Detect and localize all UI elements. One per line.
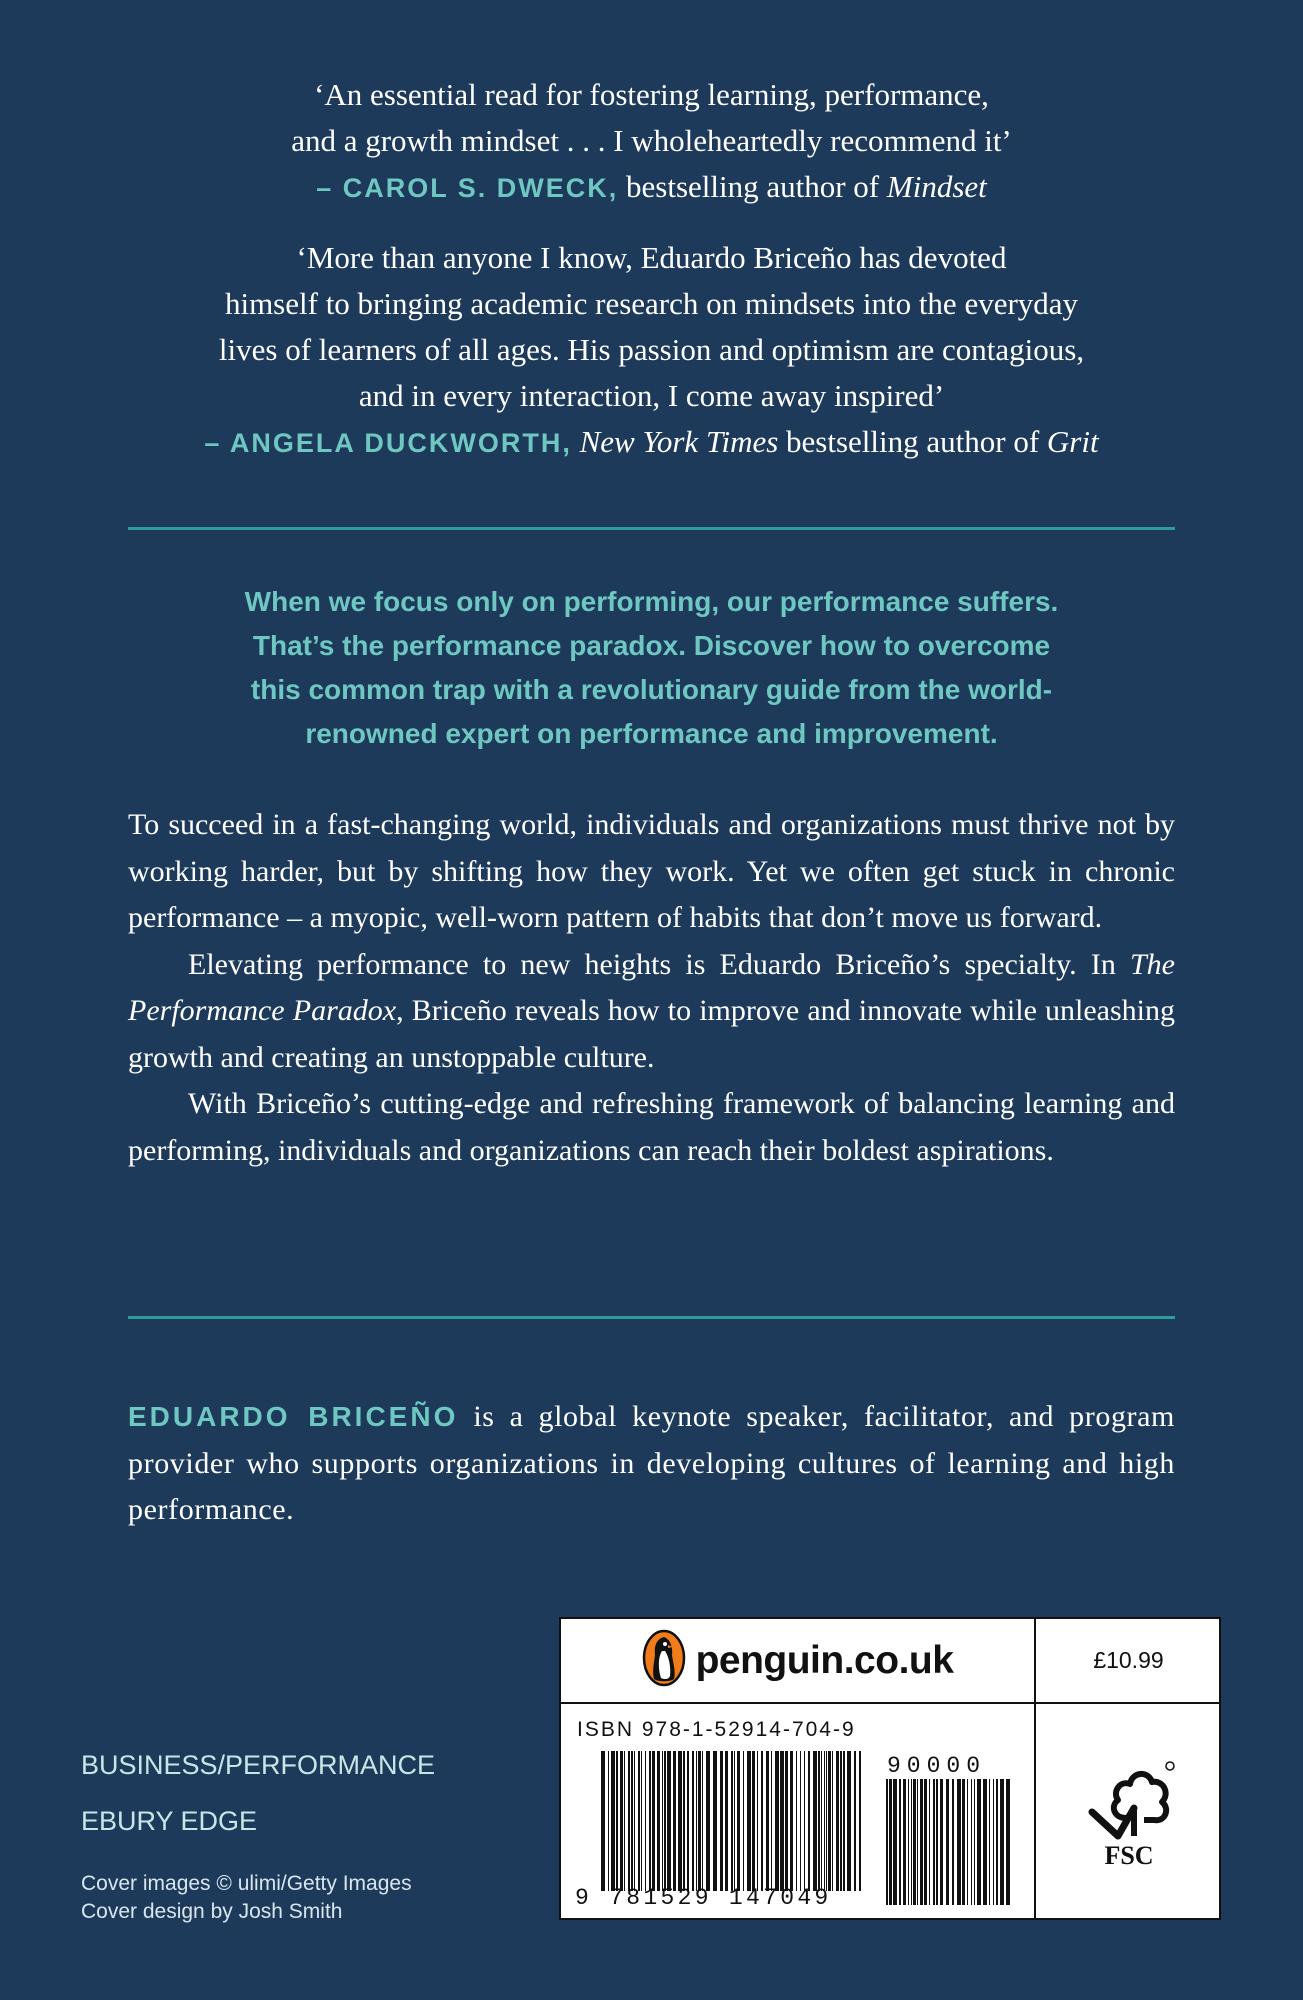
- book-title: The Performance Paradox: [128, 947, 1175, 1027]
- barcode-bar: [1000, 1779, 1004, 1905]
- barcode-bar: [796, 1751, 797, 1891]
- barcode-bar: [771, 1751, 772, 1891]
- barcode-bar: [743, 1751, 744, 1891]
- endorsement-dweck: [128, 72, 1175, 211]
- barcode-bar: [967, 1779, 968, 1905]
- barcode-bar: [725, 1751, 728, 1891]
- barcode-bar: [652, 1751, 655, 1891]
- barcode-bar: [638, 1751, 640, 1891]
- barcode-bar: [737, 1751, 740, 1891]
- barcode-bar: [780, 1751, 784, 1891]
- fsc-label: FSC: [1103, 1841, 1154, 1870]
- barcode-bar: [752, 1751, 755, 1891]
- barcode-bar: [624, 1751, 625, 1891]
- attribution-text: bestselling author of: [778, 424, 1047, 459]
- endorsements: [128, 72, 1175, 466]
- barcode-digits: 9 781529 147049: [575, 1885, 832, 1911]
- barcode-bar: [813, 1751, 817, 1891]
- barcode-bar: [911, 1779, 912, 1905]
- barcode-bar: [649, 1751, 651, 1891]
- barcode-bar: [673, 1751, 676, 1891]
- barcode-bar: [761, 1751, 763, 1891]
- quote-line: and a growth mindset . . . I wholeheartedly recommend it’: [291, 123, 1012, 158]
- barcode-bar: [608, 1751, 609, 1891]
- barcode-bar: [917, 1779, 918, 1905]
- quote-line: himself to bringing academic research on mindsets into the everyday: [224, 286, 1079, 321]
- cover-credits: [81, 1870, 412, 1926]
- barcode-bar: [620, 1751, 623, 1891]
- barcode-bar: [899, 1779, 901, 1905]
- barcode-bar: [840, 1751, 842, 1891]
- barcode-bar: [706, 1751, 710, 1891]
- barcode-bar: [832, 1751, 833, 1891]
- penguin-logo-icon: [642, 1629, 686, 1692]
- barcode-bar: [826, 1751, 827, 1891]
- quote-attribution: [128, 164, 1175, 211]
- quote-line: lives of learners of all ages. His passion and optimism are contagious,: [218, 332, 1085, 367]
- barcode-bar: [1006, 1779, 1010, 1905]
- attribution-name: – CAROL S. DWECK,: [316, 173, 619, 203]
- attribution-text: bestselling author of: [618, 169, 887, 204]
- barcode-panel: [559, 1617, 1221, 1920]
- barcode-bar: [952, 1779, 954, 1905]
- barcode-bar: [824, 1751, 825, 1891]
- isbn-label: ISBN 978-1-52914-704-9: [577, 1718, 856, 1741]
- imprint-label: EBURY EDGE: [81, 1806, 258, 1836]
- barcode-bar: [657, 1751, 660, 1891]
- barcode-bar: [804, 1751, 805, 1891]
- barcode-bar: [720, 1751, 723, 1891]
- blurb: [160, 580, 1143, 756]
- barcode-bar: [924, 1779, 927, 1905]
- barcode-bar: [667, 1751, 671, 1891]
- barcode-bar: [757, 1751, 758, 1891]
- barcode-bar: [977, 1779, 981, 1905]
- endorsement-duckworth: [128, 235, 1175, 466]
- price-label: £10.99: [1093, 1647, 1164, 1673]
- barcode-bar: [687, 1751, 689, 1891]
- addon-digits: 90000: [887, 1753, 987, 1779]
- barcode-bar: [913, 1779, 916, 1905]
- barcode-bar: [859, 1751, 861, 1891]
- quote-line: ‘More than anyone I know, Eduardo Briceño has devoted: [296, 240, 1007, 275]
- author-name: EDUARDO BRICEÑO: [128, 1401, 459, 1432]
- barcode-bar: [974, 1779, 975, 1905]
- quote-attribution: [128, 419, 1175, 466]
- barcode-bar: [631, 1751, 633, 1891]
- attribution-work: Grit: [1046, 424, 1099, 459]
- description-paragraph: [128, 942, 1175, 1082]
- barcode-bar: [818, 1751, 820, 1891]
- barcode-bar: [698, 1751, 701, 1891]
- barcode-bar: [775, 1751, 779, 1891]
- description-paragraph: To succeed in a fast-changing world, individuals and organizations must thrive not by working harder, but by shifting how they work. Yet we often get stuck in chronic performance – a myopic, well-worn pattern of habits that don’t move us forward.: [128, 808, 1175, 934]
- barcode-bar: [983, 1779, 987, 1905]
- barcode-bar: [946, 1779, 949, 1905]
- barcode-bar: [641, 1751, 642, 1891]
- barcode-bar: [893, 1779, 897, 1905]
- attribution-publication: New York Times: [579, 424, 779, 459]
- barcode-bar: [903, 1779, 906, 1905]
- blurb-line: That’s the performance paradox. Discover how to overcome: [252, 630, 1051, 661]
- paragraph-text: , Briceño reveals how to improve and innovate while unleashing growth and creating an unstoppable culture.: [128, 994, 1176, 1074]
- barcode-bar: [854, 1751, 856, 1891]
- barcode-bar: [645, 1751, 646, 1891]
- barcode-bar: [616, 1751, 618, 1891]
- barcode-bar: [601, 1751, 605, 1891]
- barcode-bar: [790, 1751, 793, 1891]
- fsc-tree-icon: [1074, 1752, 1184, 1872]
- barcode-bar: [785, 1751, 788, 1891]
- barcode-bars: [601, 1751, 863, 1891]
- barcode-bar: [664, 1751, 666, 1891]
- barcode-bar: [962, 1779, 965, 1905]
- barcode-bar: [696, 1751, 697, 1891]
- barcode-bar: [996, 1779, 998, 1905]
- barcode-bar: [734, 1751, 735, 1891]
- barcode-bar: [713, 1751, 717, 1891]
- divider-rule: [128, 527, 1175, 530]
- description-paragraph: With Briceño’s cutting-edge and refreshing framework of balancing learning and performing, individuals and organizations can reach their boldest aspirations.: [128, 1087, 1175, 1167]
- author-bio: [128, 1394, 1175, 1534]
- credit-line: Cover images © ulimi/Getty Images: [81, 1872, 412, 1895]
- category-label: BUSINESS/PERFORMANCE: [81, 1750, 436, 1780]
- barcode-bar: [821, 1751, 822, 1891]
- barcode-bar: [936, 1779, 938, 1905]
- barcode-bar: [766, 1751, 769, 1891]
- attribution-name: – ANGELA DUCKWORTH,: [204, 428, 572, 458]
- description: [128, 802, 1175, 1174]
- barcode-bar: [702, 1751, 703, 1891]
- barcode-bar: [933, 1779, 935, 1905]
- blurb-line: this common trap with a revolutionary guide from the world-: [250, 674, 1053, 705]
- barcode-bar: [908, 1779, 909, 1905]
- barcode-bar: [989, 1779, 990, 1905]
- barcode-bar: [993, 1779, 994, 1905]
- paragraph-text: Elevating performance to new heights is Eduardo Briceño’s specialty. In: [188, 947, 1130, 981]
- barcode-bar: [634, 1751, 635, 1891]
- barcode-bar: [847, 1751, 851, 1891]
- barcode-bar: [692, 1751, 694, 1891]
- publisher-url: penguin.co.uk: [695, 1638, 954, 1682]
- blurb-line: renowned expert on performance and improvement.: [305, 718, 998, 749]
- barcode-bar: [628, 1751, 630, 1891]
- barcode-bar: [800, 1751, 801, 1891]
- fsc-block: [1036, 1704, 1221, 1920]
- barcode-bar: [747, 1751, 751, 1891]
- barcode-bar: [940, 1779, 943, 1905]
- barcode-bar: [920, 1779, 923, 1905]
- divider-rule: [128, 1316, 1175, 1319]
- barcode-bar: [843, 1751, 845, 1891]
- attribution-work: Mindset: [886, 169, 987, 204]
- barcode-bar: [731, 1751, 733, 1891]
- barcode-bar: [678, 1751, 682, 1891]
- blurb-line: When we focus only on performing, our performance suffers.: [244, 586, 1059, 617]
- author-bio-text: is a global keynote speaker, facilitator, and program provider who supports organizations in developing cultures of learning and high performance.: [128, 1400, 1175, 1526]
- credit-line: Cover design by Josh Smith: [81, 1900, 343, 1923]
- barcode-bar: [886, 1779, 888, 1905]
- barcode-bar: [971, 1779, 972, 1905]
- barcode-bar: [889, 1779, 892, 1905]
- quote-line: and in every interaction, I come away inspired’: [358, 378, 945, 413]
- barcode-bar: [683, 1751, 685, 1891]
- barcode-bar: [957, 1779, 961, 1905]
- barcode-bar: [929, 1779, 930, 1905]
- barcode-bar: [836, 1751, 839, 1891]
- quote-line: ‘An essential read for fostering learning, performance,: [314, 77, 989, 112]
- barcode-bar: [662, 1751, 663, 1891]
- barcode-bar: [828, 1751, 831, 1891]
- addon-barcode-bars: [886, 1779, 1014, 1905]
- barcode-bar: [611, 1751, 615, 1891]
- barcode-bar: [808, 1751, 810, 1891]
- publisher-block: [561, 1619, 1034, 1702]
